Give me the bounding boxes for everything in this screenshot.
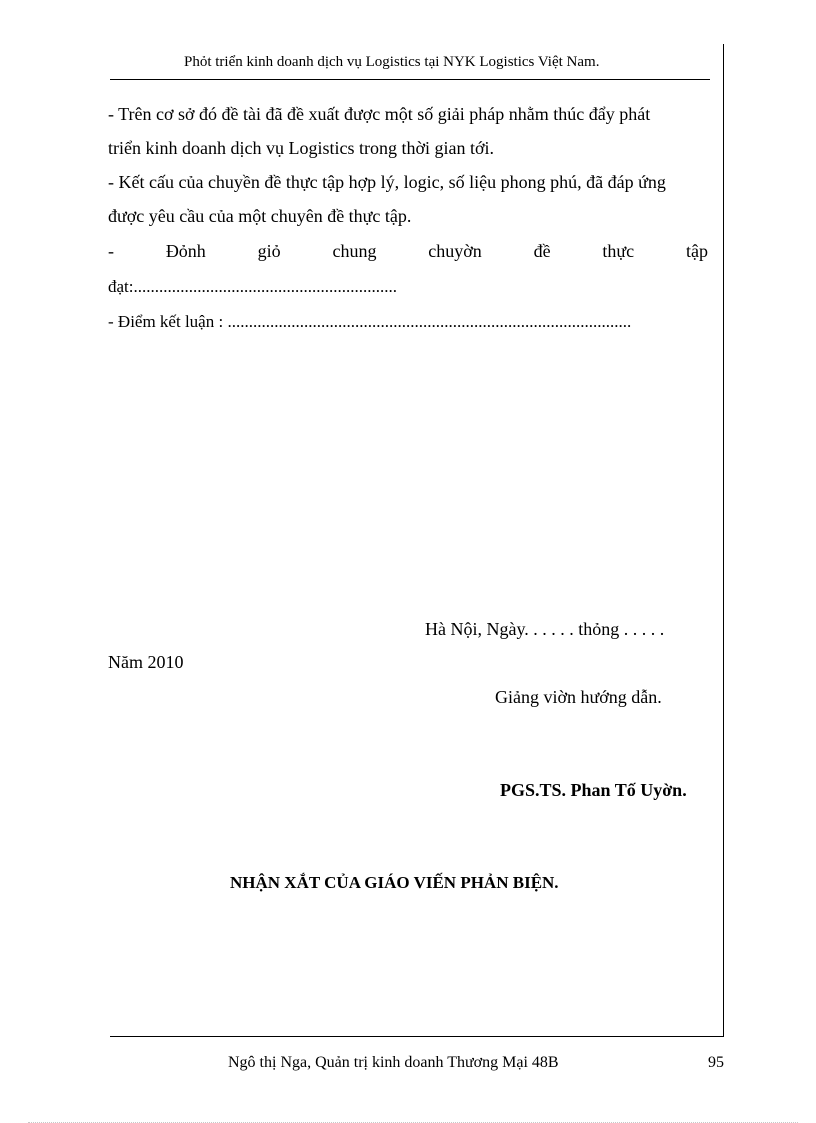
- eval-word: chung: [332, 241, 377, 261]
- evaluation-line: [108, 241, 708, 262]
- eval-word: tập: [685, 241, 708, 261]
- signature-year-line: Năm 2010: [108, 652, 184, 672]
- running-header: Phỏt triển kinh doanh dịch vụ Logistics tại NYK Logistics Việt Nam.: [184, 54, 600, 70]
- paragraph-2-line-1: - Kết cấu của chuyền đề thực tập hợp lý, logic, số liệu phong phú, đã đáp ứng: [108, 172, 666, 192]
- signature-date-line: Hà Nội, Ngày. . . . . . thỏng . . . . .: [425, 619, 665, 639]
- signature-role: Giảng viờn hướng dẫn.: [495, 687, 662, 707]
- paragraph-2-line-2: được yêu cầu của một chuyên đề thực tập.: [108, 206, 412, 226]
- header-divider: [110, 79, 710, 80]
- section-heading: NHẬN XẮT CỦA GIÁO VIẾN PHẢN BIỆN.: [230, 873, 559, 892]
- eval-word: thực: [602, 241, 635, 261]
- eval-word: giỏ: [257, 241, 281, 261]
- signature-name: PGS.TS. Phan Tố Uyờn.: [500, 780, 687, 800]
- evaluation-result-line: đạt:..............................................................: [108, 277, 397, 296]
- eval-word: chuyờn: [428, 241, 482, 261]
- eval-word: đề: [533, 241, 551, 261]
- final-score-line: - Điểm kết luận : ...............................................................................................: [108, 312, 632, 331]
- page-number: 95: [708, 1054, 724, 1071]
- paragraph-1-line-2: triển kinh doanh dịch vụ Logistics trong thời gian tới.: [108, 138, 494, 158]
- eval-word: -: [108, 241, 114, 261]
- footer-divider: [110, 1036, 724, 1037]
- eval-word: Đỏnh: [165, 241, 206, 261]
- page-side-border: [723, 44, 724, 1036]
- footer-author: Ngô thị Nga, Quản trị kinh doanh Thương Mại 48B: [228, 1054, 559, 1071]
- paragraph-1-line-1: - Trên cơ sở đó đề tài đã đề xuất được một số giải pháp nhằm thúc đẩy phát: [108, 104, 651, 124]
